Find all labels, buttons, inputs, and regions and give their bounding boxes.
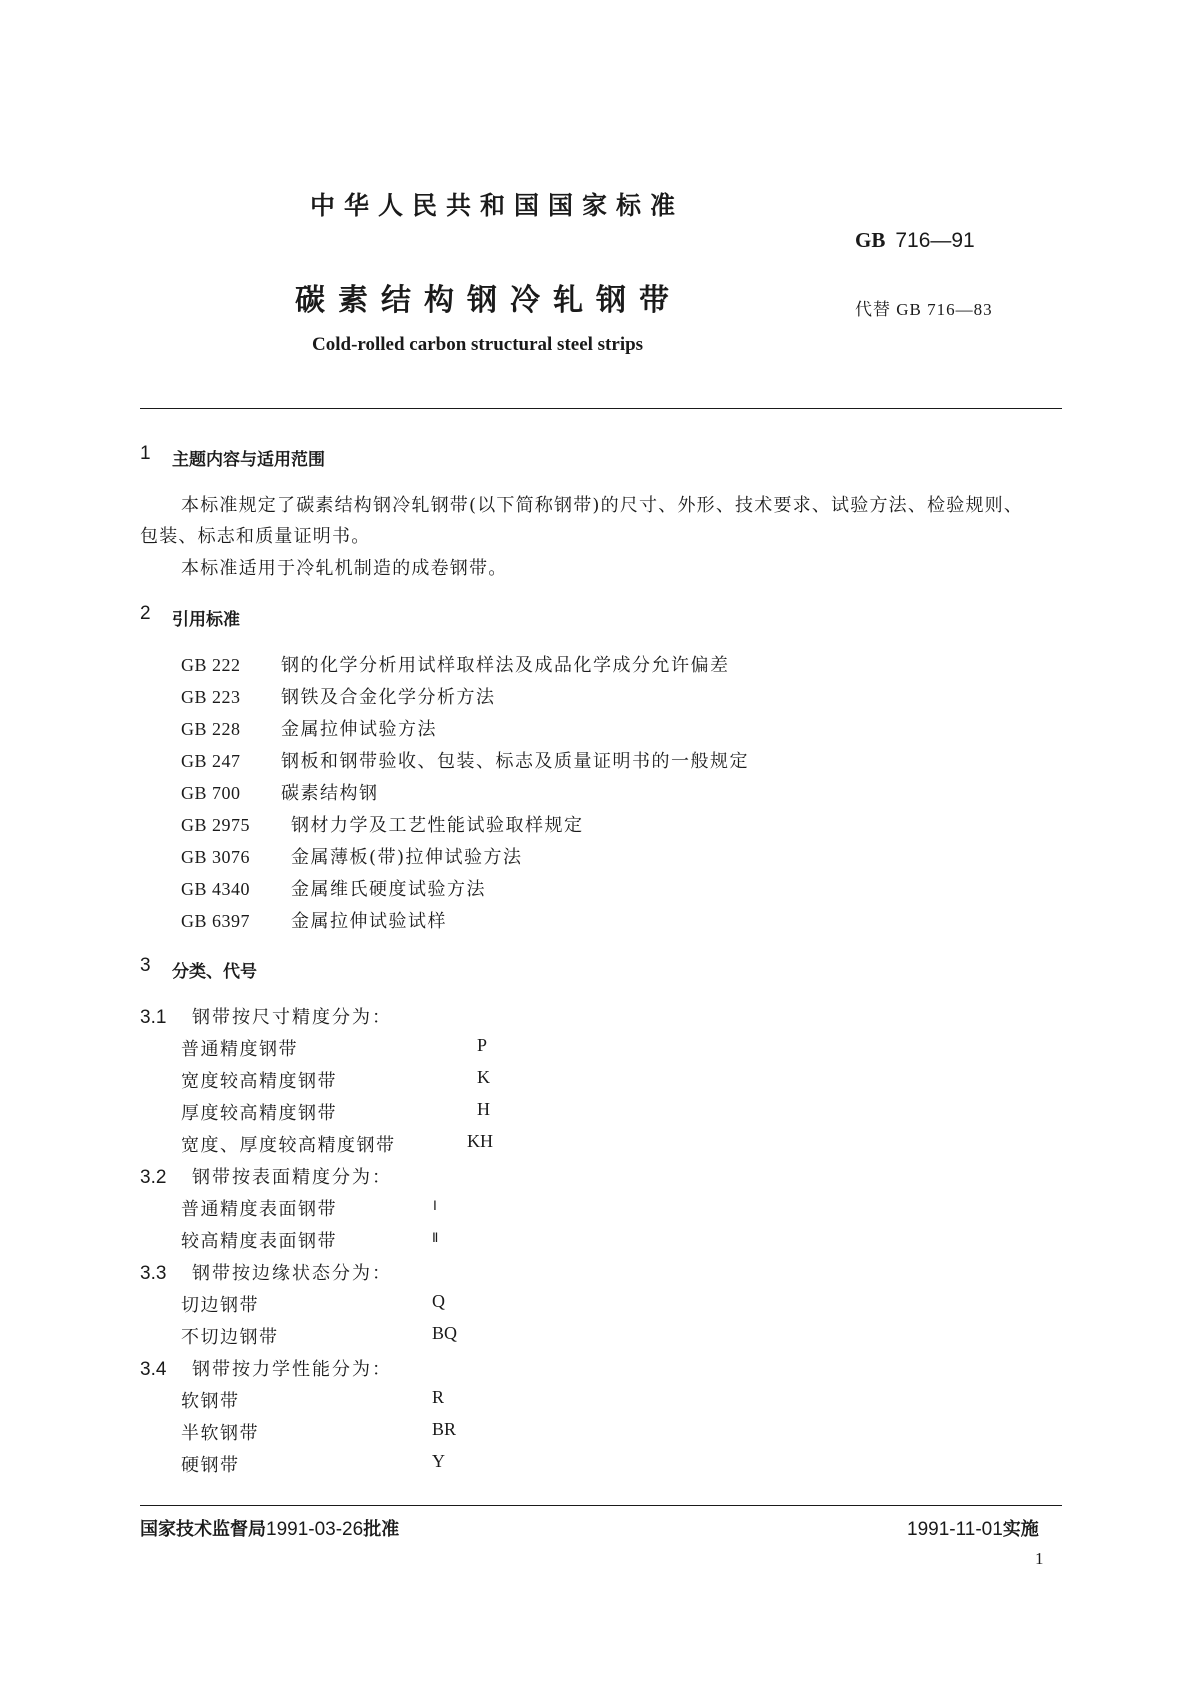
reference-row [181, 811, 584, 837]
reference-name: 金属维氏硬度试验方法 [291, 879, 486, 900]
standard-code-number: 716—91 [895, 229, 975, 252]
reference-name: 金属薄板(带)拉伸试验方法 [291, 847, 523, 868]
reference-row [181, 843, 523, 869]
section-1-title: 主题内容与适用范围 [172, 450, 325, 470]
subsection-number: 3.1 [140, 1007, 167, 1028]
reference-row [181, 715, 437, 741]
classification-row [181, 1291, 259, 1317]
classification-label: 半软钢带 [181, 1423, 259, 1444]
classification-row [181, 1419, 259, 1445]
classification-row [181, 1387, 240, 1413]
reference-code: GB 222 [181, 655, 241, 675]
issuer: 国家技术监督局 [140, 1519, 266, 1540]
classification-code: Y [432, 1451, 445, 1471]
page-number: 1 [1035, 1549, 1044, 1568]
reference-code: GB 3076 [181, 847, 251, 867]
reference-name: 金属拉伸试验试样 [291, 911, 447, 932]
classification-code: BQ [432, 1323, 458, 1343]
classification-row [181, 1099, 337, 1125]
classification-code: BR [432, 1419, 457, 1439]
reference-code: GB 700 [181, 783, 241, 803]
issue-label: 批准 [363, 1519, 400, 1540]
classification-code: K [477, 1067, 490, 1087]
reference-name: 碳素结构钢 [281, 783, 379, 804]
national-standard-heading: 中华人民共和国国家标准 [310, 191, 685, 220]
reference-name: 钢铁及合金化学分析方法 [281, 687, 496, 708]
reference-row [181, 651, 730, 677]
classification-label: 软钢带 [181, 1391, 240, 1412]
classification-code: Ⅰ [433, 1198, 437, 1213]
classification-code: R [432, 1387, 445, 1407]
section-2-title: 引用标准 [172, 610, 240, 630]
bottom-divider [140, 1505, 1062, 1506]
reference-row [181, 747, 749, 773]
reference-name: 钢的化学分析用试样取样法及成品化学成分允许偏差 [281, 655, 730, 676]
classification-code: P [477, 1035, 488, 1055]
classification-code: Ⅱ [432, 1230, 439, 1245]
classification-code: H [477, 1099, 490, 1119]
section-3-title: 分类、代号 [172, 962, 257, 982]
subsection-3-4 [140, 1355, 392, 1381]
effective-line [907, 1515, 1039, 1541]
reference-name: 金属拉伸试验方法 [281, 719, 437, 740]
classification-label: 切边钢带 [181, 1295, 259, 1316]
section-3-number: 3 [140, 955, 151, 976]
issue-date: 1991-03-26 [266, 1519, 364, 1540]
subsection-number: 3.4 [140, 1359, 167, 1380]
reference-code: GB 4340 [181, 879, 251, 899]
subsection-3-3 [140, 1259, 392, 1285]
classification-label: 厚度较高精度钢带 [181, 1103, 337, 1124]
classification-label: 硬钢带 [181, 1455, 240, 1476]
document-title: 碳素结构钢冷轧钢带 [295, 283, 682, 318]
reference-code: GB 223 [181, 687, 241, 707]
classification-row [181, 1195, 337, 1221]
approval-line [140, 1515, 399, 1541]
classification-code: KH [467, 1131, 493, 1151]
effective-label: 实施 [1002, 1519, 1039, 1540]
classification-row [181, 1067, 337, 1093]
section-1-paragraph-1-line-1: 本标准规定了碳素结构钢冷轧钢带(以下简称钢带)的尺寸、外形、技术要求、试验方法、检验规则、 [181, 495, 1024, 516]
classification-row [181, 1323, 279, 1349]
classification-row [181, 1131, 396, 1157]
reference-code: GB 2975 [181, 815, 251, 835]
standard-code-prefix: GB [855, 228, 886, 252]
document-title-english: Cold-rolled carbon structural steel strips [312, 334, 644, 355]
subsection-text: 钢带按尺寸精度分为： [192, 1007, 392, 1028]
reference-row [181, 875, 486, 901]
reference-name: 钢材力学及工艺性能试验取样规定 [291, 815, 584, 836]
classification-label: 宽度较高精度钢带 [181, 1071, 337, 1092]
subsection-3-2 [140, 1163, 392, 1189]
subsection-number: 3.2 [140, 1167, 167, 1188]
reference-code: GB 247 [181, 751, 241, 771]
reference-row [181, 907, 447, 933]
classification-row [181, 1227, 337, 1253]
classification-label: 不切边钢带 [181, 1327, 279, 1348]
subsection-3-1 [140, 1003, 392, 1029]
subsection-text: 钢带按表面精度分为： [192, 1167, 392, 1188]
section-1-paragraph-1-line-2: 包装、标志和质量证明书。 [140, 526, 371, 547]
effective-date: 1991-11-01 [907, 1519, 1003, 1540]
section-2-number: 2 [140, 603, 151, 624]
classification-label: 宽度、厚度较高精度钢带 [181, 1135, 396, 1156]
subsection-text: 钢带按边缘状态分为： [192, 1263, 392, 1284]
classification-label: 普通精度表面钢带 [181, 1199, 337, 1220]
classification-row [181, 1451, 240, 1477]
reference-code: GB 6397 [181, 911, 251, 931]
classification-row [181, 1035, 298, 1061]
subsection-number: 3.3 [140, 1263, 167, 1284]
reference-code: GB 228 [181, 719, 241, 739]
reference-row [181, 683, 496, 709]
section-1-number: 1 [140, 443, 151, 464]
standard-code [855, 228, 975, 253]
classification-label: 较高精度表面钢带 [181, 1231, 337, 1252]
classification-label: 普通精度钢带 [181, 1039, 298, 1060]
section-1-paragraph-2: 本标准适用于冷轧机制造的成卷钢带。 [181, 558, 508, 579]
reference-name: 钢板和钢带验收、包装、标志及质量证明书的一般规定 [281, 751, 749, 772]
top-divider [140, 408, 1062, 409]
replaces-standard: 代替 GB 716—83 [855, 300, 993, 319]
reference-row [181, 779, 379, 805]
classification-code: Q [432, 1291, 445, 1311]
subsection-text: 钢带按力学性能分为： [192, 1359, 392, 1380]
